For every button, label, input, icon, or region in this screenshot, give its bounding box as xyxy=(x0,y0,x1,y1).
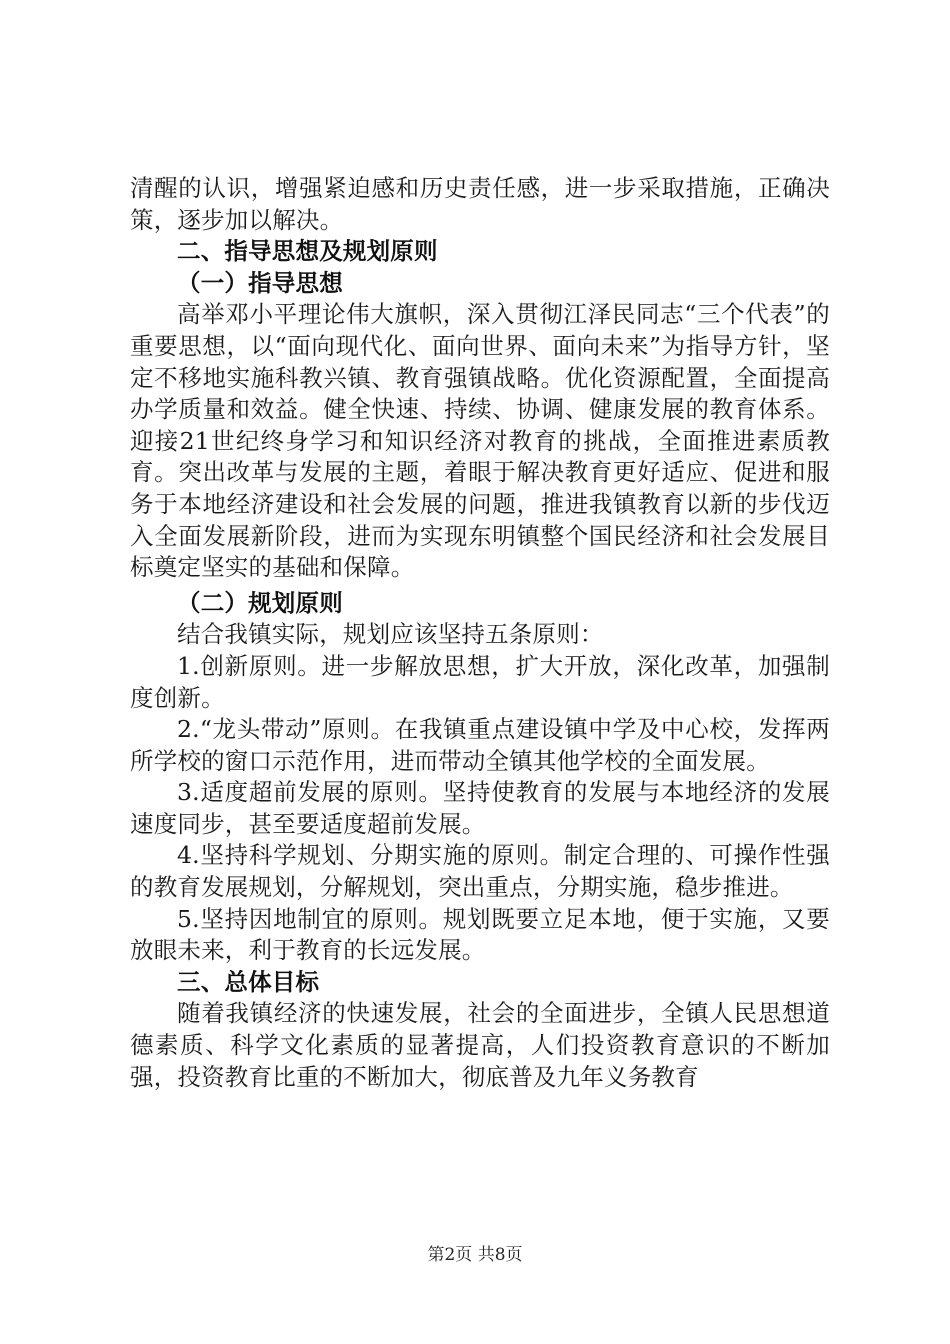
subsection-heading-guiding-thought: （一）指导思想 xyxy=(177,268,343,297)
list-item-principle-4: 4.坚持科学规划、分期实施的原则。制定合理的、可操作性强的教育发展规划，分解规划，突出重点，分期实施，稳步推进。 xyxy=(130,841,830,902)
list-item-principle-1: 1.创新原则。进一步解放思想，扩大开放，深化改革，加强制度创新。 xyxy=(130,651,830,712)
paragraph-guiding-thought: 高举邓小平理论伟大旗帜，深入贯彻江泽民同志“三个代表”的重要思想，以“面向现代化、面向世界、面向未来”为指导方针，坚定不移地实施科教兴镇、教育强镇战略。优化资源配置，全面提高办学质量和效益。健全快速、持续、协调、健康发展的教育体系。迎接21世纪终身学习和知识经济对教育的挑战，全面推进素质教育。突出改革与发展的主题，着眼于解决教育更好适应、促进和服务于本地经济建设和社会发展的问题，推进我镇教育以新的步伐迈入全面发展新阶段，进而为实现东明镇整个国民经济和社会发展目标奠定坚实的基础和保障。 xyxy=(130,300,830,582)
paragraph-continuation: 清醒的认识，增强紧迫感和历史责任感，进一步采取措施，正确决策，逐步加以解决。 xyxy=(130,174,830,234)
list-item-principle-3: 3.适度超前发展的原则。坚持使教育的发展与本地经济的发展速度同步，甚至要适度超前发展。 xyxy=(130,778,830,838)
section-heading-overall-goals: 三、总体目标 xyxy=(177,967,320,996)
paragraph-overall-goals: 随着我镇经济的快速发展，社会的全面进步，全镇人民思想道德素质、科学文化素质的显著提高，人们投资教育意识的不断加强，投资教育比重的不断加大，彻底普及九年义务教育 xyxy=(130,999,830,1091)
section-heading-guiding-principles: 二、指导思想及规划原则 xyxy=(177,237,438,266)
document-body xyxy=(130,173,830,1093)
page-number-label: 第2页 共8页 xyxy=(427,1245,523,1265)
list-item-principle-5: 5.坚持因地制宜的原则。规划既要立足本地，便于实施，又要放眼未来，利于教育的长远发展。 xyxy=(130,904,830,965)
subsection-heading-planning-principles: （二）规划原则 xyxy=(177,588,343,617)
paragraph-five-principles-intro: 结合我镇实际，规划应该坚持五条原则： xyxy=(177,620,604,649)
page-footer xyxy=(0,1240,950,1265)
list-item-principle-2: 2.“龙头带动”原则。在我镇重点建设镇中学及中心校，发挥两所学校的窗口示范作用，进而带动全镇其他学校的全面发展。 xyxy=(130,715,830,775)
